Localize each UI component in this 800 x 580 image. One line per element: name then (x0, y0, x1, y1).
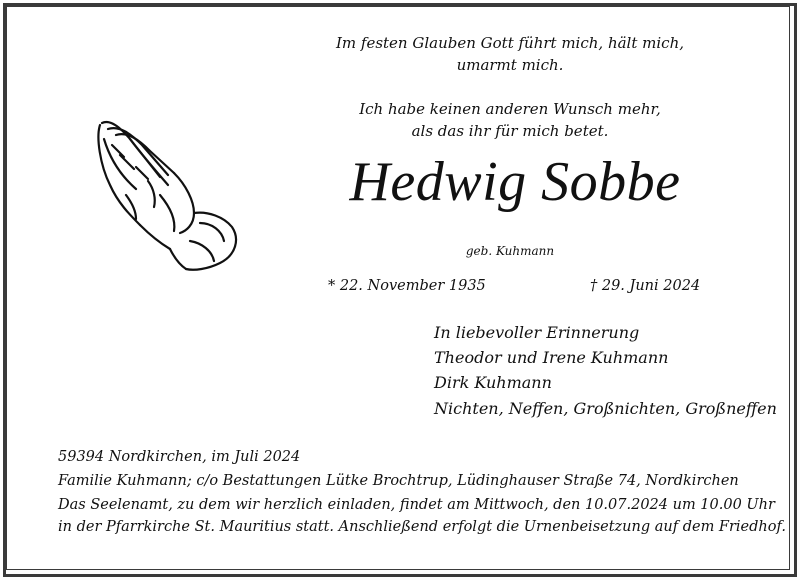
birth-date: * 22. November 1935 (328, 278, 486, 294)
death-date: † 29. Juni 2024 (590, 278, 701, 294)
place-date: 59394 Nordkirchen, im Juli 2024 (58, 449, 301, 465)
family-address: Familie Kuhmann; c/o Bestattungen Lütke Brochtrup, Lüdinghauser Straße 74, Nordkirchen (58, 473, 739, 489)
mourner-1: Theodor und Irene Kuhmann (434, 348, 669, 367)
mourner-3: Nichten, Neffen, Großnichten, Großneffen (434, 399, 777, 418)
verse-line-1: Im festen Glauben Gott führt mich, hält mich, (335, 34, 684, 52)
praying-hands-icon (90, 115, 250, 275)
maiden-name: geb. Kuhmann (465, 244, 555, 258)
verse-line-3: Ich habe keinen anderen Wunsch mehr, (359, 100, 661, 118)
verse-line-4: als das ihr für mich betet. (411, 122, 609, 140)
mourner-2: Dirk Kuhmann (434, 373, 552, 392)
service-line-1: Das Seelenamt, zu dem wir herzlich einladen, findet am Mittwoch, den 10.07.2024 um 10.00 Uhr (58, 497, 775, 513)
deceased-name: Hedwig Sobbe (349, 151, 681, 213)
mourners-intro: In liebevoller Erinnerung (434, 323, 640, 342)
verse-line-2: umarmt mich. (456, 56, 564, 74)
service-line-2: in der Pfarrkirche St. Mauritius statt. Anschließend erfolgt die Urnenbeisetzung auf dem Friedhof. (58, 519, 786, 535)
